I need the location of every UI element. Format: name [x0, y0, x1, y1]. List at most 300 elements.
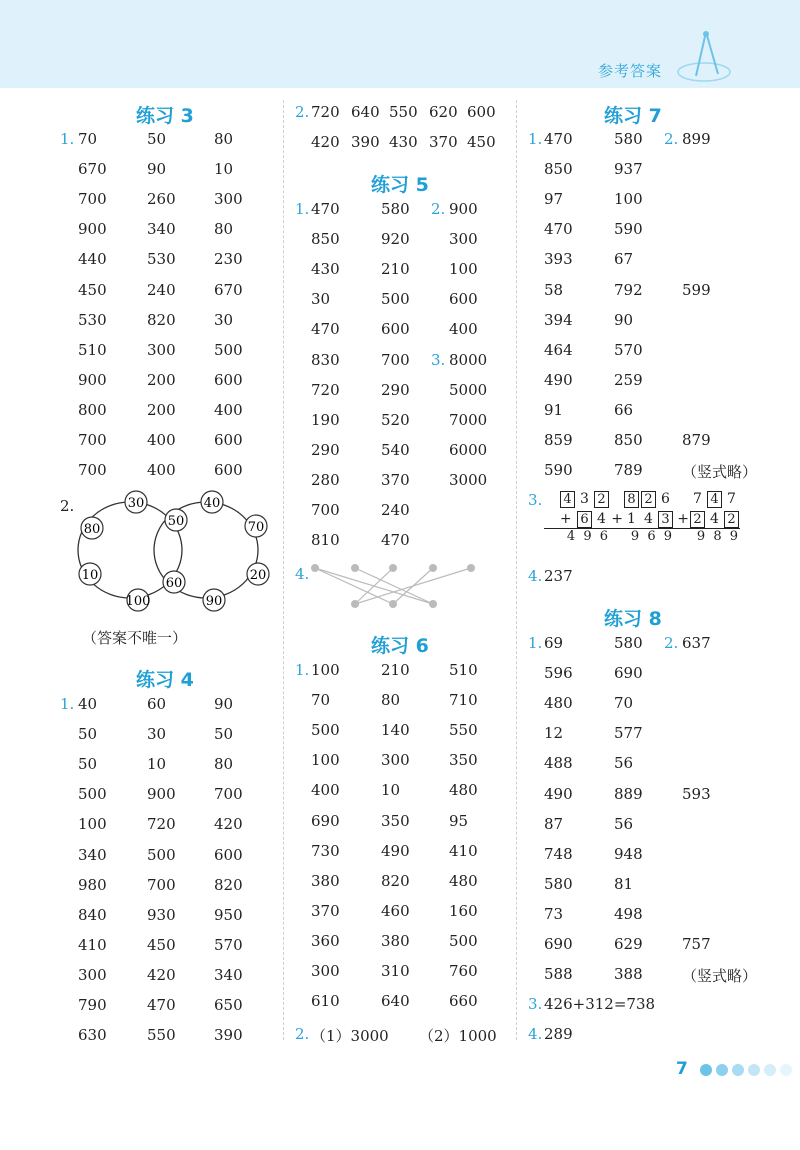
answer-row: [0, 281, 283, 307]
answer-value: 390: [214, 1026, 243, 1045]
answer-row: [283, 531, 516, 557]
answer-value: 300: [311, 962, 340, 980]
answer-value: 80: [381, 691, 401, 710]
answer-row: [516, 160, 800, 186]
answer-value: 900: [78, 220, 107, 239]
exercise-4-title: 练习 4: [136, 669, 194, 691]
answer-value: 900: [449, 200, 478, 218]
answer-value: 95: [449, 811, 469, 830]
answer-value: 6000: [449, 440, 488, 459]
answer-value: 800: [78, 400, 107, 419]
answer-row: [0, 906, 283, 932]
answer-note: （答案不唯一）: [82, 629, 188, 647]
answer-row: [0, 250, 283, 276]
answer-value: 577: [614, 724, 643, 743]
answer-value: 430: [389, 133, 418, 152]
answer-value: 670: [214, 280, 243, 299]
answer-value: 650: [214, 996, 243, 1014]
answer-row: [0, 431, 283, 457]
answer-row: [0, 311, 283, 337]
answer-value: 350: [449, 751, 478, 770]
calc-digit: 4: [644, 511, 653, 527]
answer-value: 498: [614, 904, 643, 923]
answer-value: 629: [614, 935, 643, 953]
answer-row: [516, 875, 800, 901]
answer-value: 360: [311, 931, 340, 950]
calc-digit: 3: [658, 511, 673, 528]
answer-value: 596: [544, 664, 573, 683]
answer-row: [283, 103, 516, 129]
answer-value: 50: [78, 725, 98, 744]
answer-value: 70: [78, 130, 98, 148]
column-3: [516, 0, 800, 1150]
ring-left-numbers: [79, 491, 187, 611]
answer-value: 289: [544, 1025, 573, 1043]
calc-digit: 7: [727, 491, 736, 507]
question-number: 4.: [528, 567, 543, 585]
calc-digit: 4: [560, 491, 575, 508]
answer-value: 30: [147, 725, 167, 744]
answer-row: [283, 992, 516, 1018]
answer-row: [516, 431, 800, 457]
answer-value: 520: [381, 410, 410, 429]
answer-row: [0, 220, 283, 246]
answer-value: 920: [381, 230, 410, 249]
answer-row: [283, 501, 516, 527]
answer-value: 720: [311, 103, 340, 121]
answer-value: 240: [381, 501, 410, 519]
answer-row: [0, 815, 283, 841]
answer-row: [0, 461, 283, 487]
question-number: 3.: [528, 491, 543, 509]
answer-value: 50: [78, 755, 98, 774]
answer-row: [283, 320, 516, 346]
answer-row: [0, 371, 283, 397]
answer-row: [283, 411, 516, 437]
answer-row: [516, 190, 800, 216]
answer-value: 580: [544, 874, 573, 893]
answer-value: 840: [78, 905, 107, 924]
answer-value: 590: [614, 220, 643, 239]
answer-value: 540: [381, 440, 410, 459]
answer-value: 30: [214, 310, 234, 329]
answer-value: 69: [544, 634, 564, 652]
question-number: 1.: [60, 695, 75, 713]
answer-row: [283, 441, 516, 467]
answer-value: 700: [78, 190, 107, 209]
question-number: 4.: [295, 565, 310, 583]
answer-value: 73: [544, 904, 564, 923]
answer-value: 290: [311, 440, 340, 459]
answer-row: [283, 872, 516, 898]
question-number: 1.: [295, 661, 310, 679]
answer-value: 748: [544, 844, 573, 863]
answer-value: 590: [544, 461, 573, 480]
answer-row: [516, 634, 800, 660]
question-number: 2.: [664, 634, 679, 652]
answer-value: 450: [467, 133, 496, 152]
answer-row: [516, 845, 800, 871]
answer-value: 580: [614, 130, 643, 148]
answer-value: 450: [78, 280, 107, 299]
calc-digit: 6: [577, 511, 592, 528]
answer-value: 66: [614, 400, 634, 419]
answer-value: 426+312=738: [544, 995, 656, 1013]
answer-value: 500: [449, 931, 478, 950]
answer-row: [0, 725, 283, 751]
answer-row: [516, 935, 800, 961]
answer-value: 91: [544, 400, 564, 419]
answer-value: 210: [381, 661, 410, 679]
answer-value: 464: [544, 340, 573, 359]
answer-value: 300: [78, 965, 107, 984]
ring-number: 90: [205, 594, 223, 609]
answer-value: 7000: [449, 410, 488, 429]
answer-value: 600: [381, 320, 410, 339]
calc-digit: 6: [661, 491, 670, 507]
answer-value: 200: [147, 370, 176, 389]
answer-value: 700: [381, 350, 410, 369]
answer-row: [0, 785, 283, 811]
answer-value: 630: [78, 1026, 107, 1045]
exercise-6-title: 练习 6: [371, 635, 429, 657]
answer-value: 12: [544, 724, 564, 743]
answer-value: 340: [214, 965, 243, 984]
answer-value: 280: [311, 470, 340, 489]
answer-value: 90: [214, 695, 234, 713]
answer-value: 820: [381, 871, 410, 890]
answer-value: 600: [214, 431, 243, 449]
answer-row: [283, 962, 516, 988]
answer-value: 400: [449, 320, 478, 339]
answer-value: 310: [381, 962, 410, 980]
answer-row: [0, 755, 283, 781]
answer-value: 259: [614, 370, 643, 389]
ring-number: 60: [165, 576, 183, 591]
answer-value: 60: [147, 695, 167, 713]
answer-value: 490: [544, 784, 573, 803]
answer-value: 56: [614, 814, 634, 833]
answer-value: 58: [544, 280, 564, 299]
answer-value: 70: [614, 694, 634, 713]
answer-value: 637: [682, 634, 711, 652]
answer-value: 410: [449, 841, 478, 860]
answer-value: 730: [311, 841, 340, 860]
ring-right-numbers: [201, 491, 269, 611]
answer-value: 100: [614, 190, 643, 209]
answer-value: 550: [147, 1026, 176, 1045]
answer-value: 490: [381, 841, 410, 860]
answer-row: [0, 341, 283, 367]
answer-value: 670: [78, 160, 107, 179]
answer-value: 600: [214, 461, 243, 480]
answer-value: 160: [449, 901, 478, 920]
answer-value: 588: [544, 965, 573, 984]
calc-digit: 4: [710, 511, 719, 527]
answer-value: 500: [214, 340, 243, 359]
calc-digit: 4: [707, 491, 722, 508]
answer-value: 789: [614, 461, 643, 480]
answer-row: [516, 311, 800, 337]
answer-value: 757: [682, 935, 711, 953]
answer-value: 3000: [449, 470, 488, 489]
answer-row: [0, 160, 283, 186]
answer-value: 340: [147, 220, 176, 239]
column-1: [0, 0, 283, 1150]
answer-row: [283, 200, 516, 226]
exercise-3-title: 练习 3: [136, 105, 194, 127]
answer-row: [0, 1026, 283, 1052]
answer-row: [0, 130, 283, 156]
answer-value: 230: [214, 250, 243, 269]
answer-value: （竖式略）: [682, 967, 758, 986]
answer-value: 100: [78, 815, 107, 834]
answer-value: 440: [78, 250, 107, 269]
answer-row: [283, 781, 516, 807]
answer-value: 810: [311, 531, 340, 550]
answer-row: [516, 281, 800, 307]
answer-value: 879: [682, 431, 711, 449]
calc-digit: 7: [693, 491, 702, 507]
ring-number: 80: [83, 522, 101, 537]
page-dots-decoration: [700, 1063, 800, 1077]
answer-value: 400: [311, 781, 340, 800]
calc-result: 9 6 9: [608, 528, 674, 544]
header-title: 参考答案: [598, 62, 663, 80]
calc-digit: 8: [624, 491, 639, 508]
answer-value: 340: [78, 845, 107, 864]
answer-value: 640: [351, 103, 380, 121]
answer-value: 190: [311, 410, 340, 429]
exercise-8-title: 练习 8: [604, 608, 662, 630]
answer-value: （2）1000: [419, 1027, 497, 1045]
answer-row: [283, 351, 516, 377]
answer-value: 570: [214, 935, 243, 954]
answer-value: 760: [449, 962, 478, 980]
ring-number: 30: [127, 496, 145, 511]
answer-value: 937: [614, 160, 643, 179]
answer-value: 100: [311, 751, 340, 770]
answer-value: 90: [147, 160, 167, 179]
answer-value: 700: [147, 875, 176, 894]
answer-value: 56: [614, 754, 634, 773]
answer-value: 350: [381, 811, 410, 830]
answer-value: 290: [381, 380, 410, 399]
question-number: 1.: [528, 634, 543, 652]
answer-value: 792: [614, 280, 643, 299]
answer-value: 859: [544, 431, 573, 449]
answer-row: [516, 754, 800, 780]
answer-row: [283, 721, 516, 747]
answer-value: 140: [381, 721, 410, 740]
answer-value: 420: [214, 815, 243, 834]
calc-bottom-line: [608, 511, 674, 528]
answer-value: 530: [78, 310, 107, 329]
calc-digit: 3: [580, 491, 589, 507]
answer-value: 388: [614, 965, 643, 984]
calc-digit: 2: [690, 511, 705, 528]
answer-row: [516, 130, 800, 156]
answer-value: 400: [214, 400, 243, 419]
question-number: 2.: [295, 103, 310, 121]
answer-row: [516, 664, 800, 690]
answer-row: [283, 812, 516, 838]
answer-value: 480: [544, 694, 573, 713]
answer-row: [516, 815, 800, 841]
answer-value: 390: [351, 133, 380, 152]
page-number: 7: [676, 1059, 688, 1079]
answer-value: 420: [147, 965, 176, 984]
question-number: 2.: [664, 130, 679, 148]
calc-top-line: [674, 491, 740, 508]
answer-row: [0, 846, 283, 872]
answer-row: [516, 905, 800, 931]
calc-top-line: [544, 491, 610, 508]
answer-value: 899: [682, 130, 711, 148]
answer-value: 40: [78, 695, 98, 713]
answer-value: 394: [544, 310, 573, 329]
answer-value: 850: [614, 431, 643, 449]
answer-value: 500: [78, 785, 107, 804]
ring-number: 50: [167, 514, 185, 529]
ring-number: 40: [203, 496, 221, 511]
ring-number: 100: [125, 594, 151, 609]
answer-value: 393: [544, 250, 573, 269]
answer-value: 600: [214, 845, 243, 864]
answer-row: [283, 381, 516, 407]
answer-row: [283, 290, 516, 316]
answer-value: 400: [147, 461, 176, 480]
answer-value: 948: [614, 844, 643, 863]
answer-row: [283, 230, 516, 256]
answer-value: 480: [449, 781, 478, 800]
answer-value: 950: [214, 905, 243, 924]
answer-value: （1）3000: [311, 1027, 389, 1045]
answer-value: 820: [147, 310, 176, 329]
answer-value: 700: [78, 461, 107, 480]
answer-value: 790: [78, 996, 107, 1014]
answer-row: [0, 966, 283, 992]
answer-value: 460: [381, 901, 410, 920]
answer-value: 300: [214, 190, 243, 209]
answer-value: 510: [449, 661, 478, 679]
answer-value: 87: [544, 814, 564, 833]
calc-digit: 4: [597, 511, 606, 527]
answer-value: 470: [311, 320, 340, 339]
ring-number: 10: [81, 568, 99, 583]
answer-row: [516, 250, 800, 276]
answer-value: 700: [311, 501, 340, 519]
answer-value: 97: [544, 190, 564, 209]
answer-value: 300: [147, 340, 176, 359]
answer-row: [283, 260, 516, 286]
answer-row: [516, 220, 800, 246]
answer-value: 240: [147, 280, 176, 299]
answer-value: 80: [214, 755, 234, 774]
matching-lines-diagram: [309, 560, 479, 610]
answer-value: 700: [78, 431, 107, 449]
answer-row: [516, 371, 800, 397]
answer-value: 70: [311, 691, 331, 710]
answer-value: 370: [381, 470, 410, 489]
calc-digit: 1: [627, 511, 636, 527]
answer-value: 210: [381, 260, 410, 279]
answer-value: 980: [78, 875, 107, 894]
answer-value: 50: [214, 725, 234, 744]
answer-value: （竖式略）: [682, 463, 758, 482]
calc-result: 9 8 9: [674, 528, 740, 544]
answer-value: 700: [214, 785, 243, 804]
answer-value: 850: [311, 230, 340, 249]
ring-number: 20: [249, 568, 267, 583]
answer-value: 80: [214, 220, 234, 239]
calc-digit: 2: [641, 491, 656, 508]
question-number: 3.: [431, 350, 446, 369]
answer-value: 570: [614, 340, 643, 359]
answer-value: 490: [544, 370, 573, 389]
answer-value: 690: [544, 935, 573, 953]
answer-value: 370: [429, 133, 458, 152]
answer-row: [516, 341, 800, 367]
calc-result: 4 9 6: [544, 528, 610, 544]
exercise-7-title: 练习 7: [604, 105, 662, 127]
question-number: 3.: [528, 995, 543, 1013]
question-number: 2.: [295, 1025, 310, 1043]
answer-value: 660: [449, 992, 478, 1011]
answer-value: 690: [311, 811, 340, 830]
answer-value: 550: [389, 103, 418, 121]
answer-value: 500: [381, 290, 410, 309]
answer-value: 480: [449, 871, 478, 890]
answer-value: 600: [449, 290, 478, 309]
answer-value: 80: [214, 130, 234, 148]
answer-value: 620: [429, 103, 458, 121]
answer-value: 380: [311, 871, 340, 890]
answer-row: [0, 190, 283, 216]
answer-value: 889: [614, 784, 643, 803]
answer-row: [0, 996, 283, 1022]
answer-value: 593: [682, 784, 711, 803]
vertical-calculation: [544, 491, 610, 544]
answer-value: 410: [78, 935, 107, 954]
answer-row: [283, 471, 516, 497]
answer-value: 510: [78, 340, 107, 359]
answer-value: 237: [544, 567, 573, 585]
answer-value: 400: [147, 431, 176, 449]
calc-top-line: [608, 491, 674, 508]
answer-value: 900: [78, 370, 107, 389]
answer-value: 600: [214, 370, 243, 389]
answer-value: 500: [147, 845, 176, 864]
answer-value: 100: [449, 260, 478, 279]
plus-sign: +: [611, 511, 623, 527]
answer-value: 260: [147, 190, 176, 209]
plus-sign: +: [559, 511, 576, 527]
answer-row: [516, 401, 800, 427]
answer-value: 8000: [449, 350, 488, 369]
answer-value: 420: [311, 133, 340, 152]
answer-row: [516, 965, 800, 991]
answer-value: 610: [311, 992, 340, 1011]
answer-value: 690: [614, 664, 643, 683]
answer-value: 300: [381, 751, 410, 770]
answer-value: 580: [381, 200, 410, 218]
answer-row: [283, 661, 516, 687]
answer-value: 530: [147, 250, 176, 269]
answer-value: 5000: [449, 380, 488, 399]
answer-value: 710: [449, 691, 478, 710]
answer-value: 200: [147, 400, 176, 419]
